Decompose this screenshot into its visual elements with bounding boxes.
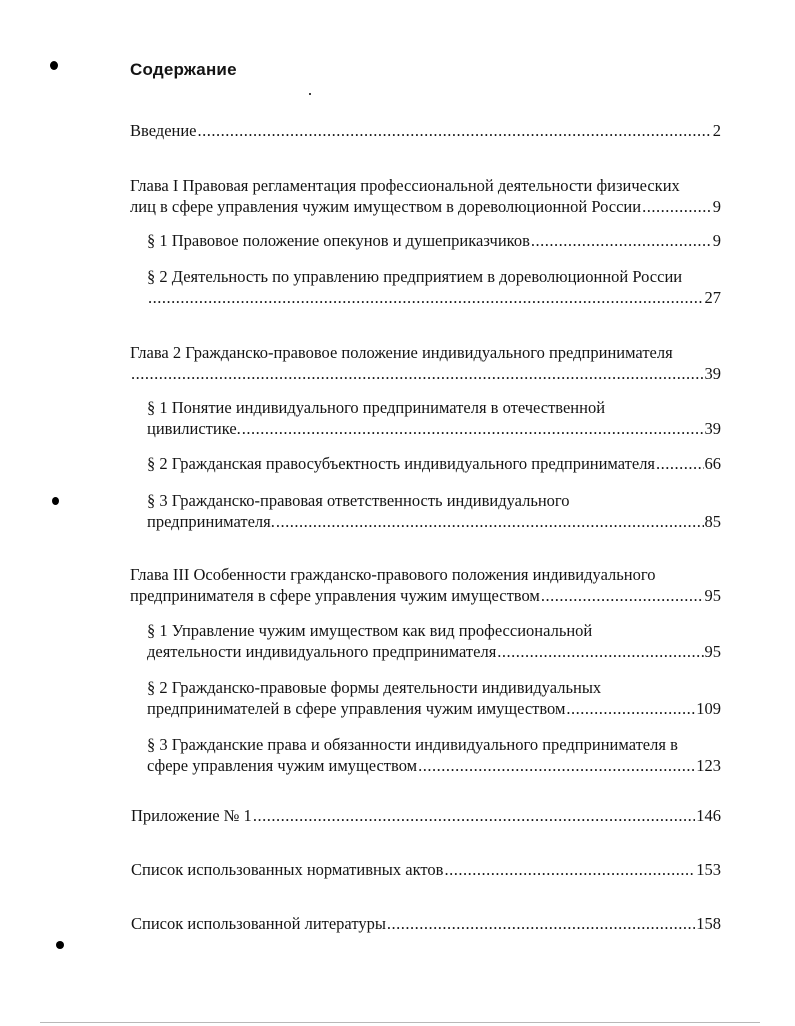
page-number: 95 xyxy=(704,642,721,661)
toc-entry-ch2-sec3[interactable] xyxy=(147,490,721,532)
dot-leader xyxy=(497,641,703,662)
page-number: 2 xyxy=(712,121,721,140)
toc-entry-title-cont: деятельности индивидуального предпринимателя xyxy=(147,642,497,661)
toc-entry-ch3-sec2[interactable] xyxy=(147,677,721,719)
dot-leader xyxy=(148,287,704,308)
toc-entry-title: § 1 Управление чужим имуществом как вид профессиональной xyxy=(147,621,593,640)
toc-entry-title: § 3 Гражданские права и обязанности индивидуального предпринимателя в xyxy=(147,735,678,754)
page-number: 146 xyxy=(696,806,721,825)
page-number: 66 xyxy=(704,454,721,473)
dot-leader xyxy=(242,418,704,439)
page-number: 27 xyxy=(704,288,721,307)
toc-entry-ch2-sec1[interactable] xyxy=(147,397,721,439)
dot-leader xyxy=(276,511,704,532)
scan-speck xyxy=(309,93,311,95)
toc-entry-ch1-sec1[interactable] xyxy=(147,230,721,251)
dot-leader xyxy=(418,755,695,776)
toc-entry-intro[interactable] xyxy=(130,120,721,141)
toc-entry-title: § 1 Правовое положение опекунов и душеприказчиков xyxy=(147,231,530,250)
toc-entry-title: Список использованных нормативных актов xyxy=(131,860,444,879)
toc-entry-title: Приложение № 1 xyxy=(131,806,252,825)
page-number: 85 xyxy=(704,512,721,531)
toc-entry-title-cont: сфере управления чужим имуществом xyxy=(147,756,418,775)
toc-entry-normative-acts[interactable] xyxy=(131,859,721,880)
scan-punch-mark xyxy=(56,941,64,949)
toc-entry-ch3-sec3[interactable] xyxy=(147,734,721,776)
toc-entry-title: § 1 Понятие индивидуального предпринимателя в отечественной xyxy=(147,398,606,417)
page-number: 9 xyxy=(712,231,721,250)
toc-entry-chapter-3[interactable] xyxy=(130,564,721,606)
scan-punch-mark xyxy=(52,497,59,505)
toc-entry-title-cont: предпринимателей в сфере управления чужим имуществом xyxy=(147,699,566,718)
dot-leader xyxy=(531,230,712,251)
dot-leader xyxy=(444,859,695,880)
dot-leader xyxy=(253,805,695,826)
toc-entry-title-cont: предпринимателя в сфере управления чужим имуществом xyxy=(130,586,540,605)
dot-leader xyxy=(642,196,712,217)
toc-entry-title-cont: цивилистике. xyxy=(147,419,241,438)
dot-leader xyxy=(541,585,704,606)
page-edge-line xyxy=(40,1022,760,1023)
page-number: 153 xyxy=(696,860,721,879)
toc-entry-title-cont: лиц в сфере управления чужим имуществом в дореволюционной России xyxy=(130,197,642,216)
toc-entry-ch2-sec2[interactable] xyxy=(147,453,721,474)
dot-leader xyxy=(656,453,703,474)
toc-heading: Содержание xyxy=(130,60,237,79)
toc-entry-title: Глава III Особенности гражданско-правового положения индивидуального xyxy=(130,565,656,584)
page-number: 158 xyxy=(696,914,721,933)
page-number: 123 xyxy=(696,756,721,775)
toc-entry-chapter-1[interactable] xyxy=(130,175,721,217)
dot-leader xyxy=(198,120,712,141)
toc-entry-chapter-2[interactable] xyxy=(130,342,721,384)
toc-entry-title: § 2 Гражданско-правовые формы деятельности индивидуальных xyxy=(147,678,602,697)
page-number: 39 xyxy=(704,419,721,438)
toc-entry-title: Глава 2 Гражданско-правовое положение индивидуального предпринимателя xyxy=(130,343,673,362)
page-number: 39 xyxy=(704,364,721,383)
toc-entry-title-cont: предпринимателя. xyxy=(147,512,275,531)
toc-entry-ch1-sec2[interactable] xyxy=(147,266,721,308)
page-number: 95 xyxy=(704,586,721,605)
page-number: 9 xyxy=(712,197,721,216)
dot-leader xyxy=(566,698,695,719)
toc-entry-ch3-sec1[interactable] xyxy=(147,620,721,662)
dot-leader xyxy=(131,363,704,384)
toc-entry-title: Глава I Правовая регламентация профессиональной деятельности физических xyxy=(130,176,680,195)
toc-entry-title: Список использованной литературы xyxy=(131,914,386,933)
dot-leader xyxy=(387,913,695,934)
toc-entry-title: § 3 Гражданско-правовая ответственность индивидуального xyxy=(147,491,570,510)
toc-entry-title: § 2 Гражданская правосубъектность индивидуального предпринимателя xyxy=(147,454,656,473)
toc-entry-title: Введение xyxy=(130,121,197,140)
scan-punch-mark xyxy=(50,61,58,70)
page-number: 109 xyxy=(696,699,721,718)
toc-entry-appendix[interactable] xyxy=(131,805,721,826)
toc-entry-title: § 2 Деятельность по управлению предприятием в дореволюционной России xyxy=(147,267,683,286)
toc-entry-literature[interactable] xyxy=(131,913,721,934)
